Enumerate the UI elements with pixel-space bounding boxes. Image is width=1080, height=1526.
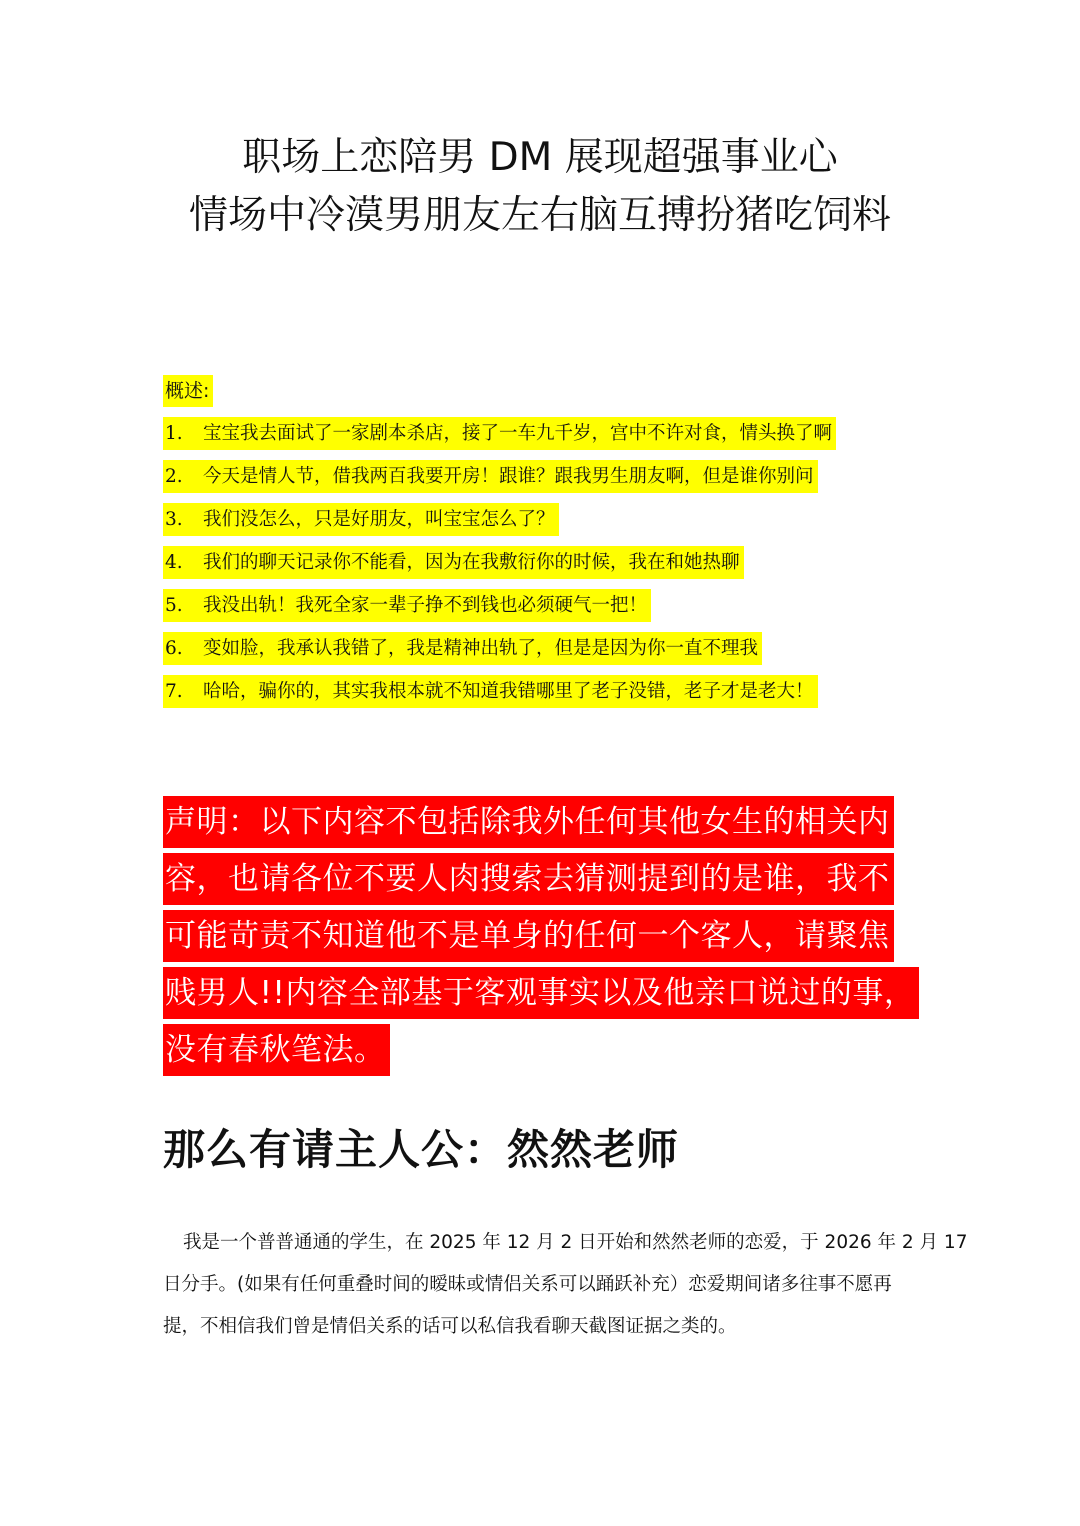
list-text: 变如脸，我承认我错了，我是精神出轨了，但是是因为你一直不理我 — [203, 638, 759, 659]
list-text: 哈哈，骗你的，其实我根本就不知道我错哪里了老子没错，老子才是老大！ — [203, 681, 814, 702]
overview-label: 概述: — [163, 375, 213, 407]
notice-line — [163, 1024, 919, 1076]
notice-text: 可能苛责不知道他不是单身的任何一个客人，请聚焦 — [163, 910, 894, 962]
list-text: 我们的聊天记录你不能看，因为在我敷衍你的时候，我在和她热聊 — [203, 552, 740, 573]
title-line-2: 情场中冷漠男朋友左右脑互搏扮猪吃饲料 — [188, 193, 891, 238]
notice-line — [163, 910, 919, 962]
overview-highlight — [163, 503, 559, 536]
section-heading: 那么有请主人公：然然老师 — [163, 1125, 680, 1174]
list-text: 今天是情人节，借我两百我要开房！跟谁？跟我男生朋友啊，但是谁你别问 — [203, 466, 814, 487]
list-item — [163, 675, 836, 708]
list-number: 3. — [165, 509, 183, 530]
list-text: 宝宝我去面试了一家剧本杀店，接了一车九千岁，宫中不许对食，情头换了啊 — [203, 423, 833, 444]
list-number: 5. — [165, 595, 183, 616]
notice-text: 贱男人!!内容全部基于客观事实以及他亲口说过的事， — [163, 967, 919, 1019]
body-line: 日分手。(如果有任何重叠时间的暧昧或情侣关系可以踊跃补充）恋爱期间诸多往事不愿再 — [163, 1274, 892, 1295]
notice-line — [163, 853, 919, 905]
list-text: 我没出轨！我死全家一辈子挣不到钱也必须硬气一把！ — [203, 595, 648, 616]
list-item — [163, 503, 836, 536]
list-item — [163, 632, 836, 665]
list-item — [163, 546, 836, 579]
overview-highlight — [163, 589, 651, 622]
overview-highlight — [163, 675, 818, 708]
list-text: 我们没怎么，只是好朋友，叫宝宝怎么了？ — [203, 509, 555, 530]
overview-highlight — [163, 417, 836, 450]
body-line: 提，不相信我们曾是情侣关系的话可以私信我看聊天截图证据之类的。 — [163, 1316, 737, 1337]
notice-line — [163, 967, 919, 1019]
list-number: 4. — [165, 552, 183, 573]
body-line: 我是一个普普通通的学生，在 2025 年 12 月 2 日开始和然然老师的恋爱，于 2026 年 2 月 17 — [183, 1232, 968, 1253]
list-item — [163, 460, 836, 493]
notice-text: 容，也请各位不要人肉搜索去猜测提到的是谁，我不 — [163, 853, 894, 905]
body-paragraph — [163, 1222, 968, 1348]
overview-highlight — [163, 546, 744, 579]
notice-block — [163, 796, 919, 1081]
list-item — [163, 589, 836, 622]
list-number: 6. — [165, 638, 183, 659]
title-line-1: 职场上恋陪男 DM 展现超强事业心 — [242, 135, 838, 180]
overview-highlight — [163, 632, 762, 665]
overview-list — [163, 417, 836, 718]
list-number: 1. — [165, 423, 183, 444]
notice-text: 声明：以下内容不包括除我外任何其他女生的相关内 — [163, 796, 894, 848]
notice-line — [163, 796, 919, 848]
list-number: 2. — [165, 466, 183, 487]
notice-text: 没有春秋笔法。 — [163, 1024, 390, 1076]
overview-highlight — [163, 460, 818, 493]
list-number: 7. — [165, 681, 183, 702]
list-item — [163, 417, 836, 450]
